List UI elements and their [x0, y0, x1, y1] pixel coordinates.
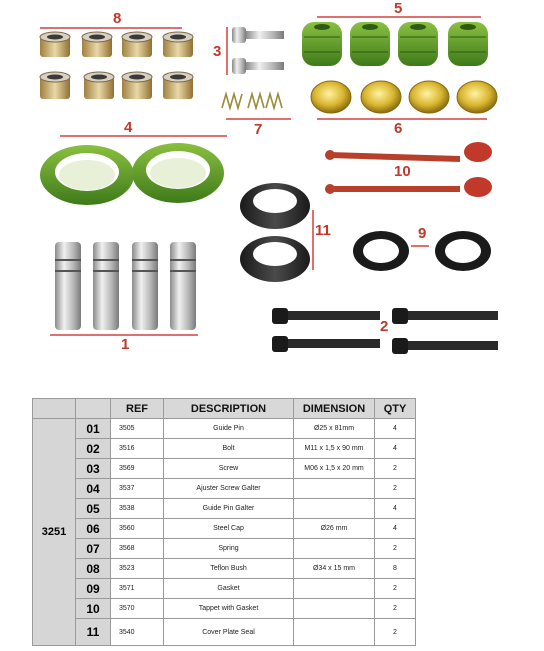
row-ref: 3505	[111, 419, 164, 439]
row-no: 04	[76, 479, 111, 499]
row-no: 10	[76, 599, 111, 619]
galter-group	[302, 22, 488, 66]
qty-header: QTY	[375, 399, 416, 419]
row-description: Screw	[164, 459, 294, 479]
table-row	[33, 419, 416, 439]
row-qty: 4	[375, 419, 416, 439]
row-qty: 4	[375, 519, 416, 539]
spring-group	[222, 94, 282, 108]
row-no: 03	[76, 459, 111, 479]
row-ref: 3516	[111, 439, 164, 459]
row-dimension	[294, 619, 375, 646]
row-no: 05	[76, 499, 111, 519]
row-dimension	[294, 579, 375, 599]
table-row	[33, 619, 416, 646]
corner-cell	[33, 399, 76, 419]
kit-number: 3251	[33, 419, 76, 646]
row-no: 07	[76, 539, 111, 559]
row-qty: 4	[375, 439, 416, 459]
row-ref: 3568	[111, 539, 164, 559]
screw-group	[232, 27, 284, 74]
no-header	[76, 399, 111, 419]
table-row	[33, 519, 416, 539]
callout-line-11	[312, 210, 314, 270]
row-description: Ajuster Screw Galter	[164, 479, 294, 499]
row-ref: 3570	[111, 599, 164, 619]
table-row	[33, 499, 416, 519]
row-description: Bolt	[164, 439, 294, 459]
row-description: Cover Plate Seal	[164, 619, 294, 646]
dimension-header: DIMENSION	[294, 399, 375, 419]
callout-2: 2	[380, 318, 389, 335]
row-qty: 8	[375, 559, 416, 579]
row-ref: 3537	[111, 479, 164, 499]
callout-7: 7	[254, 121, 263, 138]
row-dimension	[294, 599, 375, 619]
callout-10: 10	[394, 163, 411, 180]
ref-header: REF	[111, 399, 164, 419]
row-description: Teflon Bush	[164, 559, 294, 579]
row-dimension: Ø34 x 15 mm	[294, 559, 375, 579]
table-row	[33, 559, 416, 579]
row-ref: 3569	[111, 459, 164, 479]
callout-line-3	[226, 27, 228, 75]
parts-table	[32, 398, 416, 646]
row-description: Spring	[164, 539, 294, 559]
row-ref: 3523	[111, 559, 164, 579]
row-dimension: M11 x 1,5 x 90 mm	[294, 439, 375, 459]
guide-pin-group	[55, 242, 196, 330]
row-dimension: Ø25 x 81mm	[294, 419, 375, 439]
row-dimension	[294, 479, 375, 499]
row-description: Gasket	[164, 579, 294, 599]
callout-11: 11	[315, 222, 331, 239]
callout-3: 3	[213, 43, 222, 60]
row-ref: 3571	[111, 579, 164, 599]
callout-line-7	[226, 118, 291, 120]
steel-cap-group	[311, 81, 497, 113]
row-description: Guide Pin	[164, 419, 294, 439]
callout-line-8	[40, 27, 182, 29]
callout-line-4	[60, 135, 227, 137]
callout-9: 9	[418, 225, 427, 242]
row-no: 08	[76, 559, 111, 579]
callout-line-9	[411, 245, 429, 247]
table-row	[33, 599, 416, 619]
row-qty: 2	[375, 579, 416, 599]
row-ref: 3560	[111, 519, 164, 539]
row-qty: 2	[375, 599, 416, 619]
callout-6: 6	[394, 120, 403, 137]
row-ref: 3538	[111, 499, 164, 519]
row-ref: 3540	[111, 619, 164, 646]
row-qty: 2	[375, 479, 416, 499]
row-dimension	[294, 499, 375, 519]
callout-4: 4	[124, 119, 133, 136]
callout-8: 8	[113, 10, 122, 27]
table-row	[33, 479, 416, 499]
table-row	[33, 579, 416, 599]
row-no: 11	[76, 619, 111, 646]
table-row	[33, 439, 416, 459]
row-no: 09	[76, 579, 111, 599]
row-dimension	[294, 539, 375, 559]
teflon-bush-group	[40, 32, 193, 99]
row-description: Tappet with Gasket	[164, 599, 294, 619]
row-qty: 2	[375, 539, 416, 559]
black-ring-group	[240, 183, 310, 282]
row-dimension: Ø26 mm	[294, 519, 375, 539]
callout-5: 5	[394, 0, 403, 17]
cover-seal-group	[40, 143, 224, 205]
table-row	[33, 539, 416, 559]
row-no: 06	[76, 519, 111, 539]
row-dimension: M06 x 1,5 x 20 mm	[294, 459, 375, 479]
row-qty: 4	[375, 499, 416, 519]
table-row	[33, 459, 416, 479]
row-no: 01	[76, 419, 111, 439]
row-no: 02	[76, 439, 111, 459]
row-qty: 2	[375, 619, 416, 646]
row-qty: 2	[375, 459, 416, 479]
description-header: DESCRIPTION	[164, 399, 294, 419]
callout-1: 1	[121, 336, 130, 353]
row-description: Steel Cap	[164, 519, 294, 539]
row-description: Guide Pin Galter	[164, 499, 294, 519]
